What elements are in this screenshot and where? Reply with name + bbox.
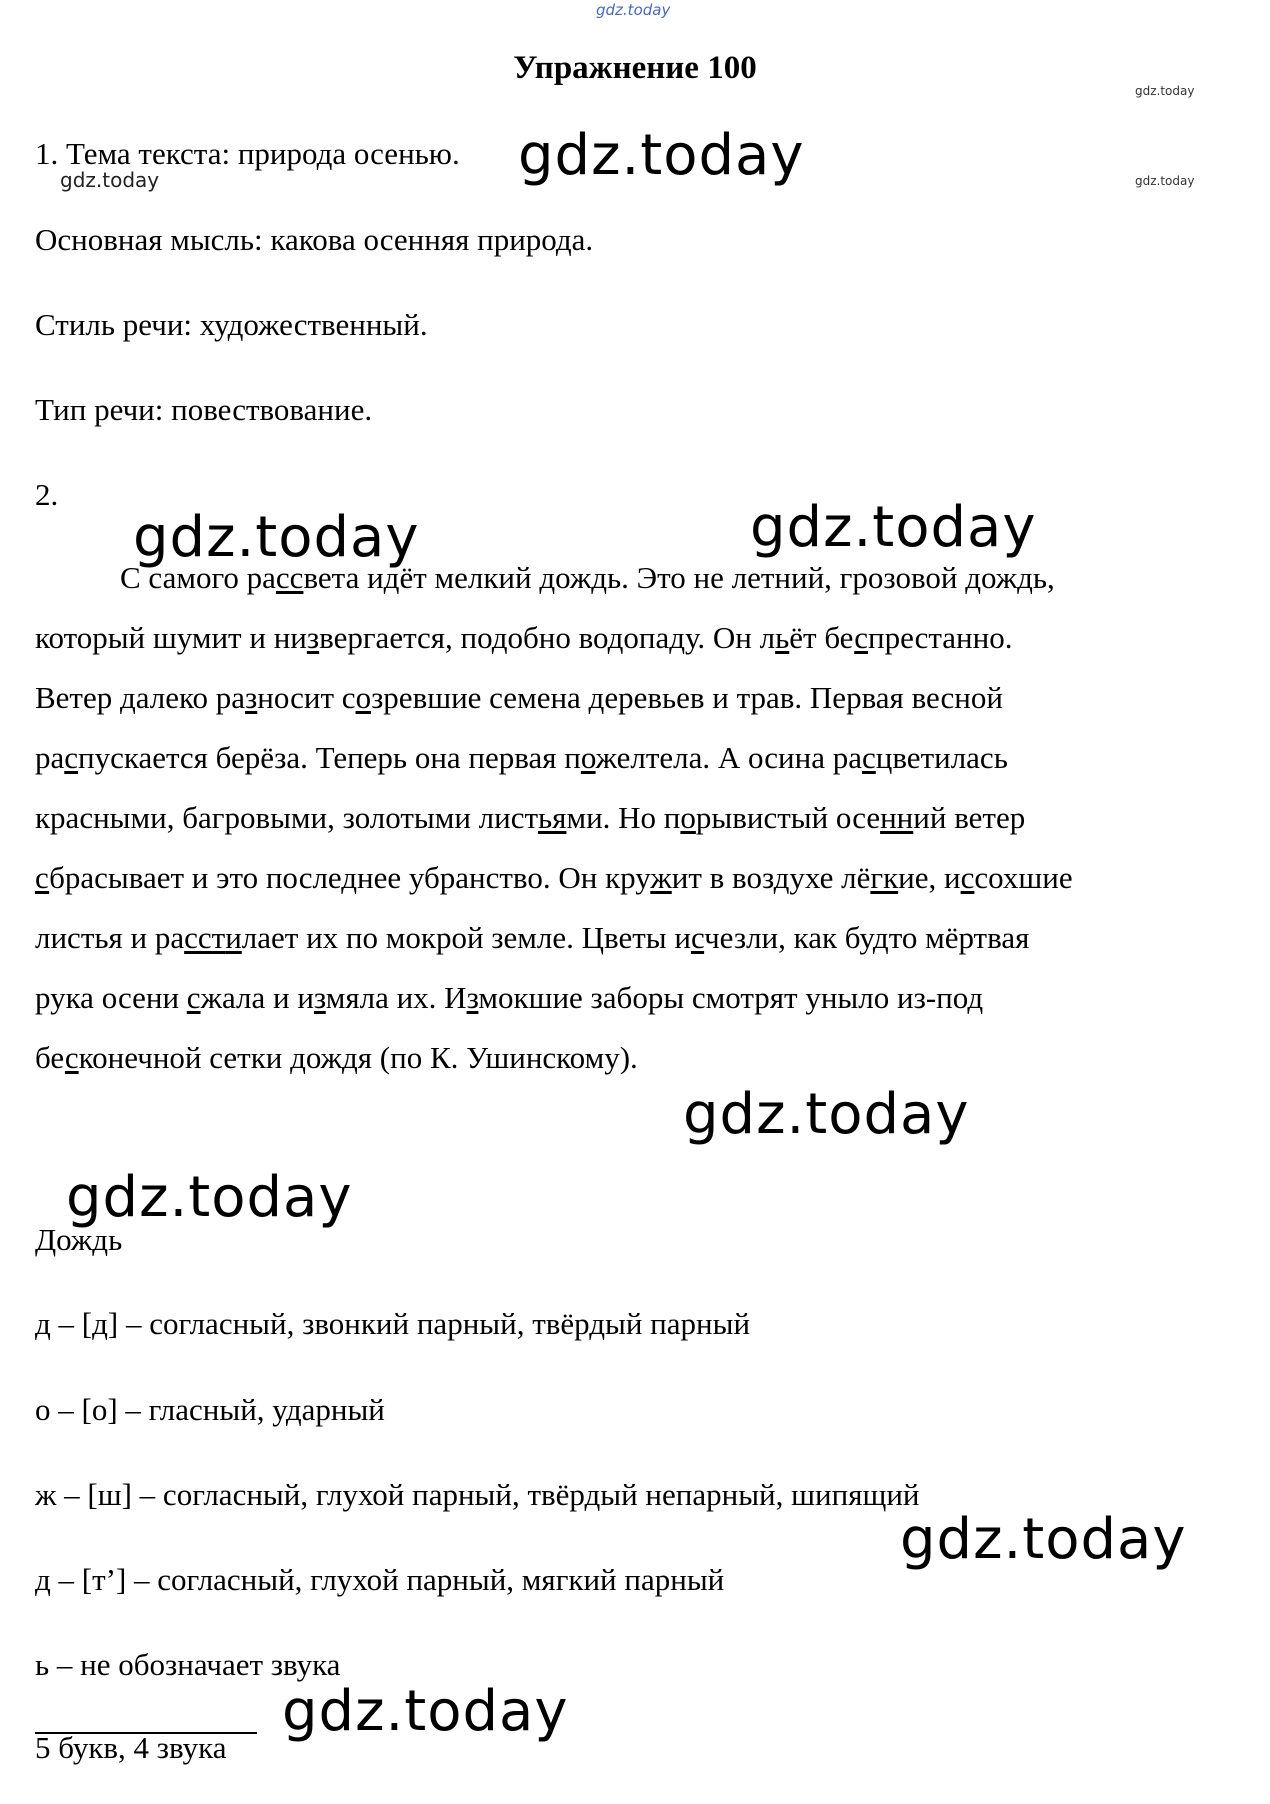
underlined-orthogram: и: [225, 920, 242, 955]
paragraph-line: [35, 1038, 1255, 1098]
letters-sounds-summary: 5 букв, 4 звука: [35, 1730, 227, 1765]
paragraph-text: желтела. А осина ра: [595, 740, 862, 775]
underlined-orthogram: с: [854, 620, 868, 655]
paragraph-text: престанно.: [867, 620, 1013, 655]
underlined-orthogram: о: [580, 740, 596, 775]
paragraph-line: [35, 618, 1255, 678]
paragraph-text: мяла их. И: [325, 980, 467, 1015]
analysis-word: Дождь: [35, 1222, 123, 1257]
speech-type-line: Тип речи: повествование.: [35, 392, 373, 427]
text-paragraph: [35, 558, 1255, 1098]
paragraph-line: [35, 798, 1255, 858]
paragraph-text: листья и ра: [35, 920, 185, 955]
paragraph-text: который шумит и ни: [35, 620, 307, 655]
underlined-orthogram: з: [466, 980, 479, 1015]
paragraph-text: красными, багровыми, золотыми лист: [35, 800, 539, 835]
paragraph-text: ит в воздухе лё: [671, 860, 871, 895]
watermark-medium: gdz.today: [60, 168, 160, 192]
paragraph-text: ра: [35, 740, 65, 775]
underlined-orthogram: з: [313, 980, 326, 1015]
underlined-orthogram: о: [680, 800, 696, 835]
exercise-title: Упражнение 100: [513, 50, 757, 86]
watermark-top: gdz.today: [596, 1, 671, 19]
paragraph-text: носит с: [257, 680, 356, 715]
paragraph-text: С самого ра: [120, 560, 276, 595]
watermark-large: gdz.today: [282, 1679, 569, 1744]
main-idea-line: Основная мысль: какова осенняя природа.: [35, 222, 594, 257]
paragraph-text: вергается, подобно водопаду. Он л: [319, 620, 776, 655]
paragraph-text: брасывает и это последнее убранство. Он кру: [49, 860, 651, 895]
underlined-orthogram: о: [355, 680, 372, 715]
paragraph-text: ий ветер: [913, 800, 1026, 835]
paragraph-text: ие, и: [898, 860, 961, 895]
paragraph-line: [35, 918, 1255, 978]
watermark-small: gdz.today: [1135, 84, 1195, 98]
letter-analysis-row: д – [д] – согласный, звонкий парный, твёрдый парный: [35, 1306, 751, 1341]
underlined-orthogram: с: [862, 740, 876, 775]
underlined-orthogram: ь: [775, 620, 790, 655]
letter-analysis-row: ь – не обозначает звука: [35, 1647, 341, 1682]
paragraph-text: Ветер далеко ра: [35, 680, 246, 715]
underlined-orthogram: с: [64, 1040, 79, 1075]
underlined-orthogram: нн: [880, 800, 914, 835]
paragraph-text: жала и и: [200, 980, 314, 1015]
letter-analysis-row: ж – [ш] – согласный, глухой парный, твёрдый непарный, шипящий: [35, 1477, 920, 1512]
underlined-orthogram: с: [64, 740, 79, 775]
watermark-large: gdz.today: [900, 1507, 1187, 1572]
paragraph-text: бе: [35, 1040, 65, 1075]
paragraph-text: ми. Но п: [566, 800, 681, 835]
paragraph-text: сохшие: [974, 860, 1073, 895]
theme-line: 1. Тема текста: природа осенью.: [35, 136, 460, 171]
watermark-large: gdz.today: [66, 1165, 353, 1230]
underlined-orthogram: з: [306, 620, 320, 655]
paragraph-text: лает их по мокрой земле. Цветы и: [241, 920, 691, 955]
paragraph-line: [35, 678, 1255, 738]
underlined-orthogram: сст: [184, 920, 226, 955]
paragraph-text: рывистый осе: [695, 800, 881, 835]
underlined-orthogram: ж: [650, 860, 672, 895]
paragraph-text: вета идёт мелкий дождь. Это не летний, грозовой дождь,: [303, 560, 1055, 595]
paragraph-text: цветилась: [875, 740, 1008, 775]
underlined-orthogram: с: [186, 980, 201, 1015]
paragraph-line: [35, 738, 1255, 798]
watermark-large: gdz.today: [133, 505, 420, 570]
underlined-orthogram: с: [690, 920, 705, 955]
paragraph-text: мокшие заборы смотрят уныло из-под: [478, 980, 984, 1015]
letter-analysis-row: д – [т’] – согласный, глухой парный, мягкий парный: [35, 1562, 725, 1597]
underlined-orthogram: ья: [538, 800, 567, 835]
paragraph-line: [35, 858, 1255, 918]
underlined-orthogram: с: [35, 860, 50, 895]
part-two-number: 2.: [35, 477, 59, 512]
underlined-orthogram: з: [245, 680, 258, 715]
speech-style-line: Стиль речи: художественный.: [35, 307, 428, 342]
watermark-large: gdz.today: [750, 495, 1037, 560]
paragraph-text: чезли, как будто мёртвая: [704, 920, 1030, 955]
underlined-orthogram: с: [960, 860, 975, 895]
underlined-orthogram: гк: [870, 860, 899, 895]
letter-analysis-row: о – [о] – гласный, ударный: [35, 1392, 385, 1427]
watermark-small: gdz.today: [1135, 174, 1195, 188]
paragraph-text: зревшие семена деревьев и трав. Первая весной: [371, 680, 1003, 715]
paragraph-text: ёт бе: [789, 620, 855, 655]
paragraph-text: конечной сетки дождя (по К. Ушинскому).: [78, 1040, 638, 1075]
paragraph-text: пускается берёза. Теперь она первая п: [78, 740, 581, 775]
watermark-large: gdz.today: [683, 1082, 970, 1147]
paragraph-line: [35, 558, 1255, 618]
paragraph-line: [35, 978, 1255, 1038]
paragraph-text: рука осени: [35, 980, 187, 1015]
underlined-orthogram: сс: [275, 560, 304, 595]
watermark-large: gdz.today: [518, 123, 805, 188]
